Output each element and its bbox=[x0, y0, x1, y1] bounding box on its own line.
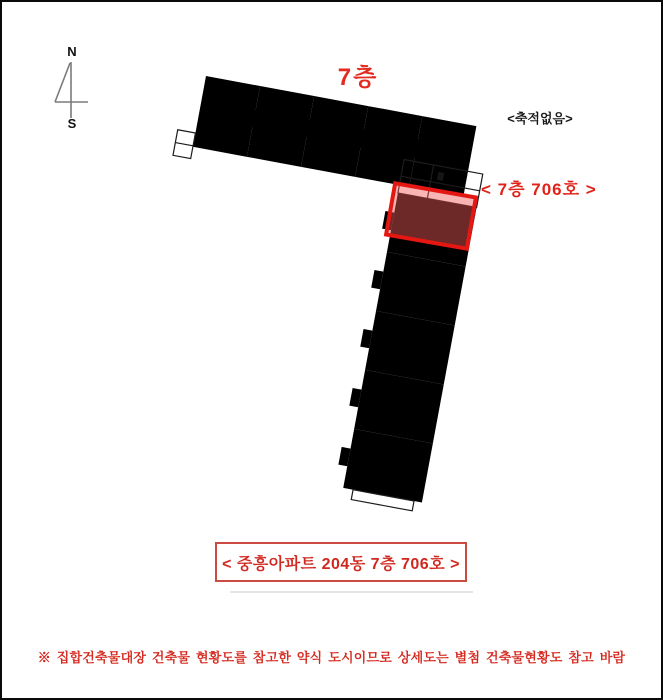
corner-stair-core bbox=[398, 159, 483, 207]
highlighted-unit-overlay bbox=[386, 183, 476, 248]
compass-south-label: S bbox=[67, 116, 77, 131]
top-wing bbox=[173, 73, 476, 209]
scale-note: <축적없음> bbox=[507, 111, 573, 126]
compass-north-label: N bbox=[67, 44, 77, 59]
scan-artifact-line bbox=[230, 591, 473, 593]
footnote-disclaimer: ※ 집합건축물대장 건축물 현황도를 참고한 약식 도시이므로 상세도는 별첨 건축물현황도 참고 바람 bbox=[37, 650, 626, 665]
highlighted-unit-callout: < 7층 706호 > bbox=[481, 180, 597, 199]
compass-needle-icon bbox=[55, 62, 88, 118]
page-title-floor: 7층 bbox=[337, 64, 379, 91]
address-label-box: < 중흥아파트 204동 7층 706호 > bbox=[215, 542, 467, 582]
floorplan-svg bbox=[2, 2, 663, 700]
side-wing bbox=[333, 191, 477, 512]
building-plan bbox=[117, 73, 491, 513]
